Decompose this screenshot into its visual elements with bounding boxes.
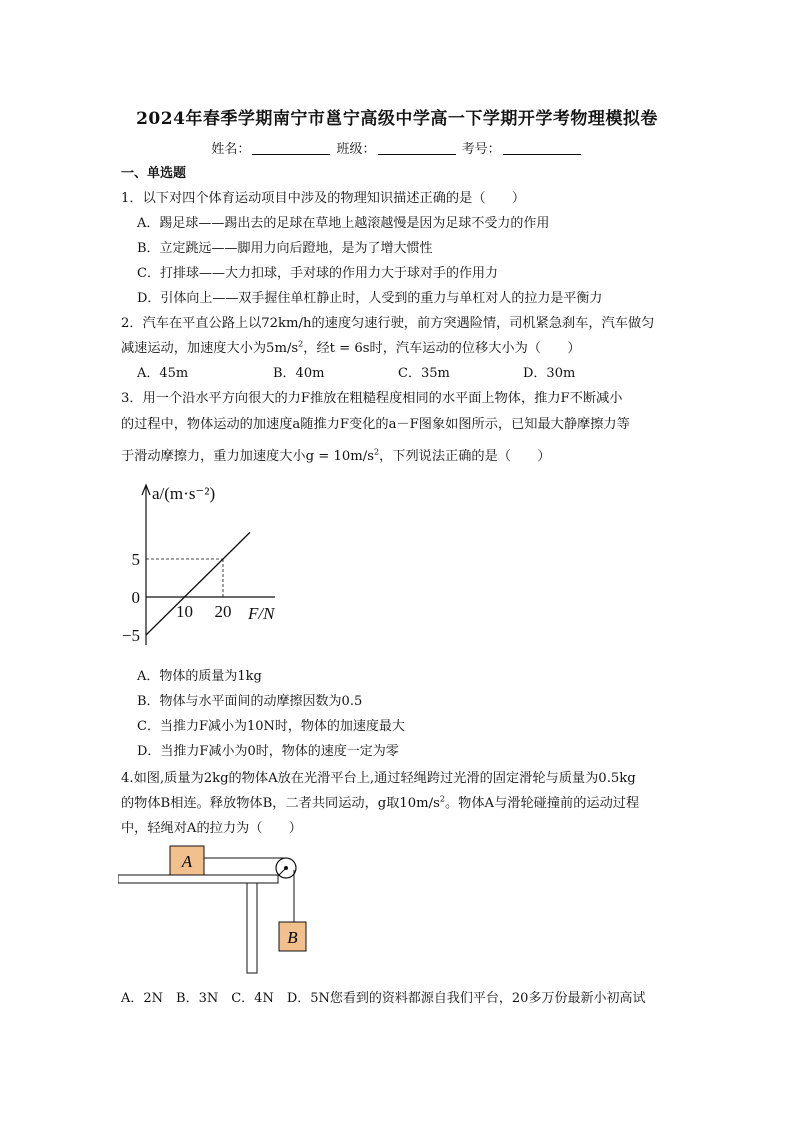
- q1-option-d: D．引体向上——双手握住单杠静止时，人受到的重力与单杠对人的拉力是平衡力: [137, 291, 603, 306]
- q4-line2-b: 。物体A与滑轮碰撞前的运动过程: [444, 796, 640, 811]
- watermark-text: 您看到的资料都源自我们平台，20多万份最新小初高试: [329, 991, 646, 1006]
- chart-labels: [122, 484, 276, 645]
- table-leg: [247, 883, 257, 973]
- q3-line3: [121, 445, 551, 464]
- q4-line1: 4.如图,质量为2kg的物体A放在光滑平台上,通过轻绳跨过光滑的固定滑轮与质量为0.5kg: [121, 771, 636, 786]
- q4-line2-sup: 2: [439, 794, 445, 804]
- q4-options-line: [121, 987, 645, 1006]
- chart-marks: [146, 532, 250, 635]
- q3-line2: 的过程中，物体运动的加速度a随推力F变化的a－F图象如图所示，已知最大静摩擦力等: [121, 417, 630, 432]
- q2-option-d: D．30m: [523, 366, 576, 381]
- q3-option-b: B．物体与水平面间的动摩擦因数为0.5: [137, 694, 363, 709]
- x-tick-label-10: 10: [176, 602, 193, 621]
- name-blank[interactable]: [252, 142, 330, 155]
- x-axis-label: F/N: [248, 604, 275, 623]
- q2-option-a: A．45m: [137, 366, 189, 381]
- id-label: 考号：: [461, 142, 501, 157]
- q1-option-a: A．踢足球——踢出去的足球在草地上越滚越慢是因为足球不受力的作用: [137, 216, 550, 231]
- y-axis-label: a/(m·s⁻²): [152, 484, 216, 503]
- block-a-label: A: [181, 852, 193, 871]
- q2-line2-sup: 2: [298, 339, 304, 349]
- q4-line2: [121, 792, 639, 811]
- q3-option-a: A．物体的质量为1kg: [137, 669, 262, 684]
- q3-option-c: C．当推力F减小为10N时，物体的加速度最大: [137, 719, 405, 734]
- id-blank[interactable]: [503, 142, 581, 155]
- q3-option-d: D．当推力F减小为0时，物体的速度一定为零: [137, 744, 399, 759]
- y-tick-label-1: 0: [131, 588, 140, 607]
- q2-line2: [121, 337, 581, 356]
- a-f-chart: [110, 475, 310, 650]
- q1-option-c: C．打排球——大力扣球，手对球的作用力大于球对手的作用力: [137, 266, 498, 281]
- q2-option-c: C．35m: [398, 366, 450, 381]
- name-label: 姓名：: [211, 142, 251, 157]
- q1-option-b: B．立定跳远——脚用力向后蹬地，是为了增大惯性: [137, 241, 433, 256]
- y-tick-label-0: 5: [131, 550, 140, 569]
- q2-line2-b: ，经t = 6s时，汽车运动的位移大小为（ ）: [303, 341, 581, 356]
- page-title: 2024年春季学期南宁市邕宁高级中学高一下学期开学考物理模拟卷: [136, 109, 658, 129]
- class-blank[interactable]: [378, 142, 456, 155]
- series-line: [146, 532, 250, 635]
- pulley-diagram: [118, 840, 318, 980]
- table-top: [118, 875, 278, 883]
- q2-option-b: B．40m: [273, 366, 325, 381]
- q3-line1: 3．用一个沿水平方向很大的力F推放在粗糙程度相同的水平面上物体，推力F不断减小: [121, 391, 623, 406]
- student-info-line: [0, 138, 794, 157]
- q3-line3-sup: 2: [374, 447, 380, 457]
- q1-stem: 1．以下对四个体育运动项目中涉及的物理知识描述正确的是（ ）: [121, 191, 526, 206]
- block-b-label: B: [287, 928, 298, 947]
- q2-line1: 2．汽车在平直公路上以72km/h的速度匀速行驶，前方突遇险情，司机紧急刹车，汽车做匀: [121, 316, 655, 331]
- q3-line3-b: ，下列说法正确的是（ ）: [379, 449, 551, 464]
- q2-line2-a: 减速运动，加速度大小为5m/s: [121, 341, 299, 356]
- x-tick-label-20: 20: [214, 602, 232, 621]
- q4-line2-a: 的物体B相连。释放物体B，二者共同运动，g取10m/s: [121, 796, 440, 811]
- class-label: 班级：: [336, 142, 376, 157]
- q4-line3: 中，轻绳对A的拉力为（ ）: [121, 821, 302, 836]
- y-tick-label-2: −5: [121, 626, 140, 645]
- q3-line3-a: 于滑动摩擦力，重力加速度大小g = 10m/s: [121, 449, 374, 464]
- q4-options: A．2N B．3N C．4N D．5N: [121, 991, 330, 1006]
- section-heading: 一、单选题: [121, 166, 187, 181]
